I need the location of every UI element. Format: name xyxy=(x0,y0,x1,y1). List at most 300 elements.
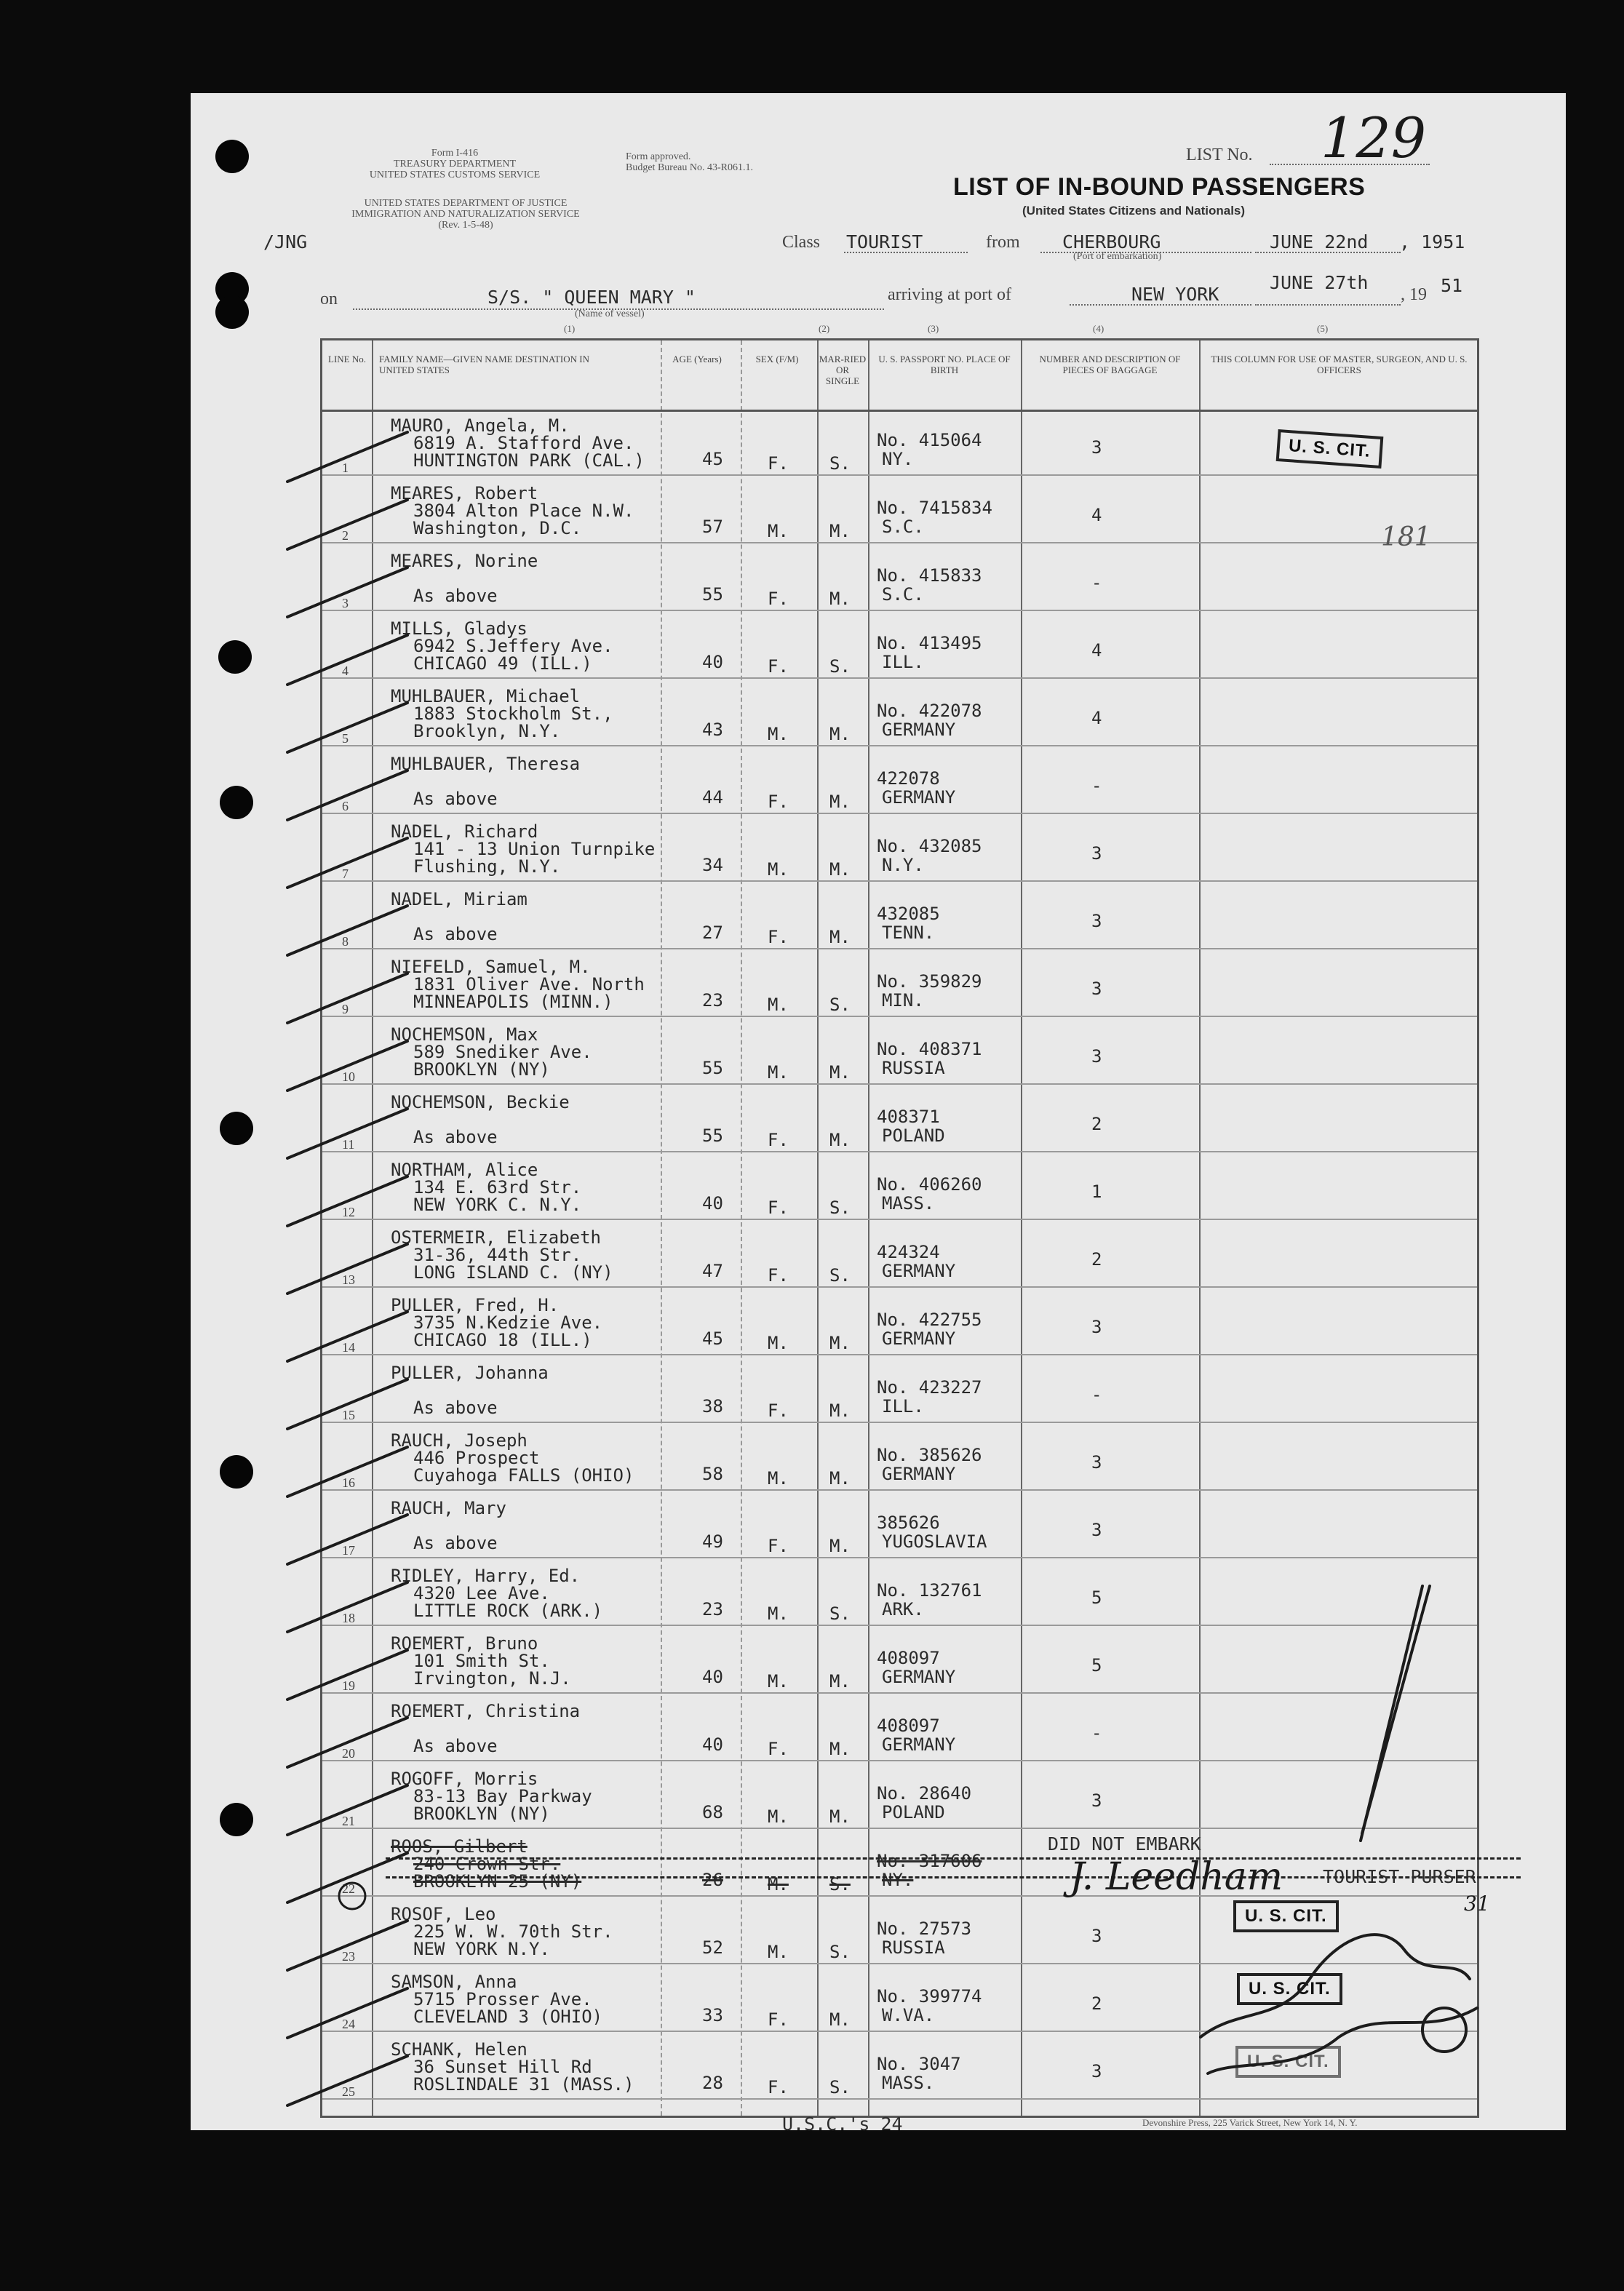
row-divider xyxy=(322,948,1477,949)
address-line-2: As above xyxy=(413,586,498,606)
place-of-birth: RUSSIA xyxy=(882,1937,945,1958)
line-number: 12 xyxy=(342,1205,355,1219)
line-number: 10 xyxy=(342,1069,355,1084)
address-line-2: NEW YORK N.Y. xyxy=(413,1939,550,1959)
row-divider xyxy=(322,1286,1477,1288)
passport-number: No. 423227 xyxy=(877,1377,982,1398)
age-value: 27 xyxy=(702,923,723,943)
sex-value: F. xyxy=(768,656,789,677)
header-name: FAMILY NAME—GIVEN NAME DESTINATION IN UNITED STATES xyxy=(379,354,590,375)
sex-value: F. xyxy=(768,2077,789,2097)
line-number: 14 xyxy=(342,1340,355,1355)
address-line-1: 83-13 Bay Parkway xyxy=(413,1786,592,1806)
passport-number: 408097 xyxy=(877,1648,940,1668)
place-of-birth: POLAND xyxy=(882,1802,945,1822)
age-value: 47 xyxy=(702,1261,723,1281)
column-number: (1) xyxy=(564,323,576,334)
place-of-birth: GERMANY xyxy=(882,787,956,808)
marital-status: S. xyxy=(829,1874,851,1894)
marital-status: M. xyxy=(829,1062,851,1083)
header-passport: U. S. PASSPORT NO. PLACE OF BIRTH xyxy=(878,354,1011,375)
baggage-count: 4 xyxy=(1091,640,1102,661)
baggage-count: 3 xyxy=(1091,979,1102,999)
marital-status: S. xyxy=(829,1942,851,1962)
age-value: 55 xyxy=(702,1058,723,1078)
age-value: 68 xyxy=(702,1802,723,1822)
sex-value: M. xyxy=(768,1062,789,1083)
sex-value: F. xyxy=(768,1739,789,1759)
approval-line: Form approved. xyxy=(626,151,691,162)
row-divider xyxy=(322,813,1477,814)
passport-number: No. 413495 xyxy=(877,633,982,653)
marital-status: M. xyxy=(829,1333,851,1353)
passport-number: No. 27573 xyxy=(877,1919,972,1939)
marital-status: M. xyxy=(829,1671,851,1692)
passport-number: No. 422755 xyxy=(877,1310,982,1330)
address-line-1: 31-36, 44th Str. xyxy=(413,1245,582,1265)
marital-status: S. xyxy=(829,1265,851,1286)
line-number: 11 xyxy=(342,1137,355,1152)
place-of-birth: RUSSIA xyxy=(882,1058,945,1078)
class-value: TOURIST xyxy=(846,231,923,252)
revision: (Rev. 1-5-48) xyxy=(438,220,493,231)
marital-status: M. xyxy=(829,927,851,947)
passenger-name: RAUCH, Mary xyxy=(391,1498,506,1518)
passenger-name: MEARES, Robert xyxy=(391,483,538,503)
sex-value: F. xyxy=(768,1265,789,1286)
purser-signature: J. Leedham xyxy=(1070,1855,1283,1899)
row-divider xyxy=(322,677,1477,679)
row-divider xyxy=(322,880,1477,882)
passenger-name: PULLER, Fred, H. xyxy=(391,1295,560,1315)
address-line-2: Cuyahoga FALLS (OHIO) xyxy=(413,1465,634,1486)
marital-status: S. xyxy=(829,1603,851,1624)
marital-status: M. xyxy=(829,1401,851,1421)
baggage-count: 2 xyxy=(1091,1114,1102,1134)
place-of-birth: W.VA. xyxy=(882,2005,935,2025)
citizen-count: U.S.C.'s 24 xyxy=(782,2113,903,2135)
marital-status: M. xyxy=(829,859,851,880)
document-title: LIST OF IN-BOUND PASSENGERS xyxy=(953,173,1366,201)
age-value: 40 xyxy=(702,1734,723,1755)
age-value: 40 xyxy=(702,1193,723,1214)
address-line-1: 101 Smith St. xyxy=(413,1651,550,1671)
line-number: 4 xyxy=(342,664,349,678)
place-of-birth: ILL. xyxy=(882,1396,924,1417)
row-divider xyxy=(322,610,1477,611)
line-number: 3 xyxy=(342,596,349,610)
line-number: 6 xyxy=(342,799,349,813)
baggage-count: 1 xyxy=(1091,1182,1102,1202)
address-line-2: Washington, D.C. xyxy=(413,518,582,538)
passenger-name: SCHANK, Helen xyxy=(391,2039,528,2060)
marital-status: M. xyxy=(829,2009,851,2030)
sex-value: F. xyxy=(768,1401,789,1421)
us-citizen-stamp: U. S. CIT. xyxy=(1235,2046,1341,2078)
sex-value: M. xyxy=(768,1671,789,1692)
address-line-1: 6942 S.Jeffery Ave. xyxy=(413,636,613,656)
address-line-2: LITTLE ROCK (ARK.) xyxy=(413,1601,603,1621)
age-value: 44 xyxy=(702,787,723,808)
header-line-no: LINE No. xyxy=(328,354,366,364)
row-divider xyxy=(322,1219,1477,1220)
marital-status: S. xyxy=(829,656,851,677)
baggage-count: - xyxy=(1091,1384,1102,1405)
address-line-1: 589 Snediker Ave. xyxy=(413,1042,592,1062)
form-approval xyxy=(626,151,866,173)
passenger-name: NADEL, Miriam xyxy=(391,889,528,909)
class-label: Class xyxy=(782,233,821,252)
passenger-name: MILLS, Gladys xyxy=(391,618,528,639)
baggage-count: 3 xyxy=(1091,1046,1102,1067)
passport-number: 422078 xyxy=(877,768,940,789)
vessel-name: S/S. " QUEEN MARY " xyxy=(487,287,696,308)
baggage-count: 4 xyxy=(1091,708,1102,728)
passport-number: 432085 xyxy=(877,904,940,924)
passenger-name: PULLER, Johanna xyxy=(391,1363,549,1383)
passport-number: No. 422078 xyxy=(877,701,982,721)
us-citizen-stamp: U. S. CIT. xyxy=(1237,1973,1342,2005)
marital-status: M. xyxy=(829,1130,851,1150)
column-number: (4) xyxy=(1093,323,1104,334)
port-of-embarkation: CHERBOURG xyxy=(1062,231,1161,252)
printer-imprint: Devonshire Press, 225 Varick Street, New York 14, N. Y. xyxy=(1142,2117,1358,2128)
passport-number: No. 28640 xyxy=(877,1783,972,1804)
arrival-year-prefix: , 19 xyxy=(1401,285,1427,304)
place-of-birth: GERMANY xyxy=(882,1464,956,1484)
address-line-2: Flushing, N.Y. xyxy=(413,856,561,877)
line-number: 1 xyxy=(342,461,349,475)
place-of-birth: GERMANY xyxy=(882,1667,956,1687)
place-of-birth: ARK. xyxy=(882,1599,924,1619)
passenger-name: NADEL, Richard xyxy=(391,821,538,842)
age-value: 34 xyxy=(702,855,723,875)
marital-status: M. xyxy=(829,792,851,812)
sex-value: M. xyxy=(768,1942,789,1962)
sex-value: M. xyxy=(768,859,789,880)
line-number: 21 xyxy=(342,1814,355,1828)
us-citizen-stamp: U. S. CIT. xyxy=(1276,429,1383,469)
departure-date: JUNE 22nd xyxy=(1270,231,1369,252)
passport-number: No. 385626 xyxy=(877,1445,982,1465)
baggage-count: 3 xyxy=(1091,437,1102,458)
form-number: Form I-416 xyxy=(431,148,479,159)
passenger-name: ROEMERT, Bruno xyxy=(391,1633,538,1654)
passport-number: No. 408371 xyxy=(877,1039,982,1059)
line-number: 2 xyxy=(342,528,349,543)
customs-service: UNITED STATES CUSTOMS SERVICE xyxy=(369,170,541,180)
place-of-birth: S.C. xyxy=(882,584,924,605)
address-line-1: 5715 Prosser Ave. xyxy=(413,1989,592,2009)
department-treasury: TREASURY DEPARTMENT xyxy=(393,159,517,170)
address-line-1: 4320 Lee Ave. xyxy=(413,1583,550,1603)
line-number: 25 xyxy=(342,2084,355,2099)
passport-number: No. 415064 xyxy=(877,430,982,450)
budget-bureau-line: Budget Bureau No. 43-R061.1. xyxy=(626,162,753,173)
marital-status: S. xyxy=(829,2077,851,2097)
place-of-birth: MIN. xyxy=(882,990,924,1011)
list-number: 129 xyxy=(1321,105,1427,170)
baggage-count: 4 xyxy=(1091,505,1102,525)
sex-value: F. xyxy=(768,589,789,609)
passenger-name: MUHLBAUER, Michael xyxy=(391,686,581,706)
header-baggage: NUMBER AND DESCRIPTION OF PIECES OF BAGGAGE xyxy=(1039,354,1181,375)
sex-value: F. xyxy=(768,453,789,474)
passenger-name: RIDLEY, Harry, Ed. xyxy=(391,1566,581,1586)
address-line-2: As above xyxy=(413,924,498,944)
place-of-birth: N.Y. xyxy=(882,855,924,875)
marital-status: M. xyxy=(829,1536,851,1556)
line-number: 16 xyxy=(342,1475,355,1490)
place-of-birth: S.C. xyxy=(882,517,924,537)
row-divider xyxy=(322,542,1477,543)
from-label: from xyxy=(986,233,1020,252)
place-of-birth: NY. xyxy=(882,1870,914,1890)
row-divider xyxy=(322,1963,1477,1964)
binder-hole xyxy=(220,1112,253,1145)
passenger-name: MAURO, Angela, M. xyxy=(391,415,570,436)
sex-value: M. xyxy=(768,995,789,1015)
row-divider xyxy=(322,1895,1477,1897)
address-line-2: Irvington, N.J. xyxy=(413,1668,571,1689)
age-value: 40 xyxy=(702,652,723,672)
passport-number: 408371 xyxy=(877,1107,940,1127)
sex-value: F. xyxy=(768,2009,789,2030)
age-value: 45 xyxy=(702,1328,723,1349)
baggage-count: 3 xyxy=(1091,1926,1102,1946)
form-header-left xyxy=(320,148,589,180)
baggage-count: 3 xyxy=(1091,1452,1102,1473)
sex-value: F. xyxy=(768,1536,789,1556)
passenger-name: RAUCH, Joseph xyxy=(391,1430,528,1451)
address-line-2: BROOKLYN (NY) xyxy=(413,1804,550,1824)
address-line-2: BROOKLYN (NY) xyxy=(413,1059,550,1080)
row-divider xyxy=(322,1760,1477,1761)
marital-status: M. xyxy=(829,1739,851,1759)
place-of-birth: POLAND xyxy=(882,1125,945,1146)
marital-status: M. xyxy=(829,724,851,744)
header-officers: THIS COLUMN FOR USE OF MASTER, SURGEON, AND U. S. OFFICERS xyxy=(1211,354,1468,375)
arrival-port: NEW YORK xyxy=(1131,284,1219,305)
passenger-name: NOCHEMSON, Beckie xyxy=(391,1092,570,1112)
passport-number: No. 132761 xyxy=(877,1580,982,1601)
row-divider xyxy=(322,2031,1477,2032)
address-line-2: NEW YORK C. N.Y. xyxy=(413,1195,582,1215)
row-divider xyxy=(322,1151,1477,1152)
line-number: 7 xyxy=(342,866,349,881)
address-line-2: BROOKLYN 25 (NY) xyxy=(413,1871,582,1892)
binder-hole xyxy=(215,295,249,329)
address-line-1: 3804 Alton Place N.W. xyxy=(413,501,634,521)
port-caption: (Port of embarkation) xyxy=(1073,251,1162,262)
row-divider xyxy=(322,1422,1477,1423)
baggage-count: - xyxy=(1091,1723,1102,1743)
sex-value: M. xyxy=(768,1874,789,1894)
column-number: (5) xyxy=(1317,323,1329,334)
age-value: 40 xyxy=(702,1667,723,1687)
immigration-service: IMMIGRATION AND NATURALIZATION SERVICE xyxy=(351,209,580,220)
place-of-birth: GERMANY xyxy=(882,1734,956,1755)
strike-line xyxy=(386,1857,1521,1860)
age-value: 57 xyxy=(702,517,723,537)
arrival-year: 51 xyxy=(1441,275,1463,296)
age-value: 43 xyxy=(702,720,723,740)
address-line-1: 240 Crown Str. xyxy=(413,1854,561,1874)
marital-status: M. xyxy=(829,1806,851,1827)
age-value: 55 xyxy=(702,1125,723,1146)
place-of-birth: MASS. xyxy=(882,2073,935,2093)
row-divider xyxy=(322,1489,1477,1491)
place-of-birth: GERMANY xyxy=(882,1328,956,1349)
place-of-birth: GERMANY xyxy=(882,1261,956,1281)
passenger-name: ROEMERT, Christina xyxy=(391,1701,581,1721)
passenger-name: NIEFELD, Samuel, M. xyxy=(391,957,591,977)
line-number: 5 xyxy=(342,731,349,746)
address-line-2: As above xyxy=(413,1533,498,1553)
column-number: (2) xyxy=(819,323,830,334)
tourist-purser: TOURIST PURSER xyxy=(1323,1866,1476,1887)
place-of-birth: GERMANY xyxy=(882,720,956,740)
place-of-birth: NY. xyxy=(882,449,914,469)
us-citizen-stamp: U. S. CIT. xyxy=(1233,1900,1339,1932)
age-value: 52 xyxy=(702,1937,723,1958)
passport-number: No. 3047 xyxy=(877,2054,961,2074)
sex-value: M. xyxy=(768,1806,789,1827)
binder-hole xyxy=(220,786,253,819)
age-value: 23 xyxy=(702,990,723,1011)
row-divider xyxy=(322,474,1477,476)
baggage-count: 2 xyxy=(1091,1249,1102,1270)
passport-number: No. 7415834 xyxy=(877,498,992,518)
department-justice: UNITED STATES DEPARTMENT OF JUSTICE xyxy=(364,198,568,209)
vessel-caption: (Name of vessel) xyxy=(575,308,645,319)
row-divider xyxy=(322,1625,1477,1626)
baggage-count: 5 xyxy=(1091,1655,1102,1676)
passenger-name: ROGOFF, Morris xyxy=(391,1769,538,1789)
address-line-1: 134 E. 63rd Str. xyxy=(413,1177,582,1198)
line-number: 23 xyxy=(342,1949,355,1964)
passenger-name: MUHLBAUER, Theresa xyxy=(391,754,581,774)
line-number: 13 xyxy=(342,1272,355,1287)
sex-value: M. xyxy=(768,1468,789,1489)
age-value: 58 xyxy=(702,1464,723,1484)
age-value: 33 xyxy=(702,2005,723,2025)
header-sex: SEX (F/M) xyxy=(755,354,799,364)
binder-hole xyxy=(220,1455,253,1489)
baggage-count: 3 xyxy=(1091,1520,1102,1540)
list-number-label: LIST No. xyxy=(1186,146,1253,164)
age-value: 49 xyxy=(702,1531,723,1552)
row-divider xyxy=(322,1692,1477,1694)
passenger-name: MEARES, Norine xyxy=(391,551,538,571)
place-of-birth: ILL. xyxy=(882,652,924,672)
handwritten-181: 181 xyxy=(1381,522,1431,552)
row-divider xyxy=(322,1016,1477,1017)
line-number: 24 xyxy=(342,2017,355,2031)
passenger-name: NOCHEMSON, Max xyxy=(391,1024,538,1045)
address-line-2: CHICAGO 18 (ILL.) xyxy=(413,1330,592,1350)
marital-status: S. xyxy=(829,995,851,1015)
baggage-count: 2 xyxy=(1091,1993,1102,2014)
passport-number: No. 317606 xyxy=(877,1851,982,1871)
baggage-count: 3 xyxy=(1091,1317,1102,1337)
did-not-embark: DID NOT EMBARK xyxy=(1048,1833,1201,1854)
handwritten-31: 31 xyxy=(1464,1892,1490,1916)
baggage-count: 5 xyxy=(1091,1587,1102,1608)
age-value: 28 xyxy=(702,2073,723,2093)
column-number: (3) xyxy=(928,323,939,334)
line-number: 19 xyxy=(342,1678,355,1693)
address-line-1: 3735 N.Kedzie Ave. xyxy=(413,1312,603,1333)
line-number: 9 xyxy=(342,1002,349,1016)
address-line-2: As above xyxy=(413,1736,498,1756)
passport-number: No. 432085 xyxy=(877,836,982,856)
address-line-2: ROSLINDALE 31 (MASS.) xyxy=(413,2074,634,2095)
line-number: 22 xyxy=(342,1881,355,1896)
header-age: AGE (Years) xyxy=(672,354,722,364)
passenger-name: ROOS, Gilbert xyxy=(391,1836,528,1857)
baggage-count: - xyxy=(1091,776,1102,796)
row-divider xyxy=(322,1828,1477,1829)
age-value: 26 xyxy=(702,1870,723,1890)
binder-hole xyxy=(218,640,252,674)
place-of-birth: MASS. xyxy=(882,1193,935,1214)
passport-number: 424324 xyxy=(877,1242,940,1262)
line-number: 18 xyxy=(342,1611,355,1625)
passport-number: 385626 xyxy=(877,1513,940,1533)
address-line-2: MINNEAPOLIS (MINN.) xyxy=(413,992,613,1012)
header-married: MAR-RIED OR SINGLE xyxy=(819,354,867,386)
address-line-2: CHICAGO 49 (ILL.) xyxy=(413,653,592,674)
address-line-2: Brooklyn, N.Y. xyxy=(413,721,561,741)
form-header-justice xyxy=(291,198,640,231)
address-line-1: 1883 Stockholm St., xyxy=(413,704,613,724)
baggage-count: 3 xyxy=(1091,843,1102,864)
sex-value: F. xyxy=(768,1130,789,1150)
sex-value: F. xyxy=(768,792,789,812)
passenger-name: SAMSON, Anna xyxy=(391,1972,517,1992)
age-value: 23 xyxy=(702,1599,723,1619)
sex-value: M. xyxy=(768,724,789,744)
marital-status: M. xyxy=(829,589,851,609)
line-number: 17 xyxy=(342,1543,355,1558)
age-value: 45 xyxy=(702,449,723,469)
binder-hole xyxy=(220,1803,253,1836)
address-line-1: 1831 Oliver Ave. North xyxy=(413,974,645,995)
row-divider xyxy=(322,1083,1477,1085)
place-of-birth: TENN. xyxy=(882,923,935,943)
sex-value: M. xyxy=(768,521,789,541)
address-line-1: 141 - 13 Union Turnpike xyxy=(413,839,656,859)
baggage-count: - xyxy=(1091,573,1102,593)
passport-number: No. 359829 xyxy=(877,971,982,992)
sex-value: F. xyxy=(768,927,789,947)
address-line-2: As above xyxy=(413,1398,498,1418)
baggage-count: 3 xyxy=(1091,2061,1102,2081)
row-divider xyxy=(322,2098,1477,2100)
address-line-2: CLEVELAND 3 (OHIO) xyxy=(413,2007,603,2027)
arrival-date: JUNE 27th xyxy=(1270,272,1369,293)
age-value: 55 xyxy=(702,584,723,605)
document-subtitle: (United States Citizens and Nationals) xyxy=(1022,204,1246,218)
marital-status: S. xyxy=(829,1198,851,1218)
place-of-birth: YUGOSLAVIA xyxy=(882,1531,987,1552)
passport-number: No. 406260 xyxy=(877,1174,982,1195)
line-number: 15 xyxy=(342,1408,355,1422)
row-divider xyxy=(322,1354,1477,1355)
sex-value: M. xyxy=(768,1333,789,1353)
address-line-2: As above xyxy=(413,789,498,809)
